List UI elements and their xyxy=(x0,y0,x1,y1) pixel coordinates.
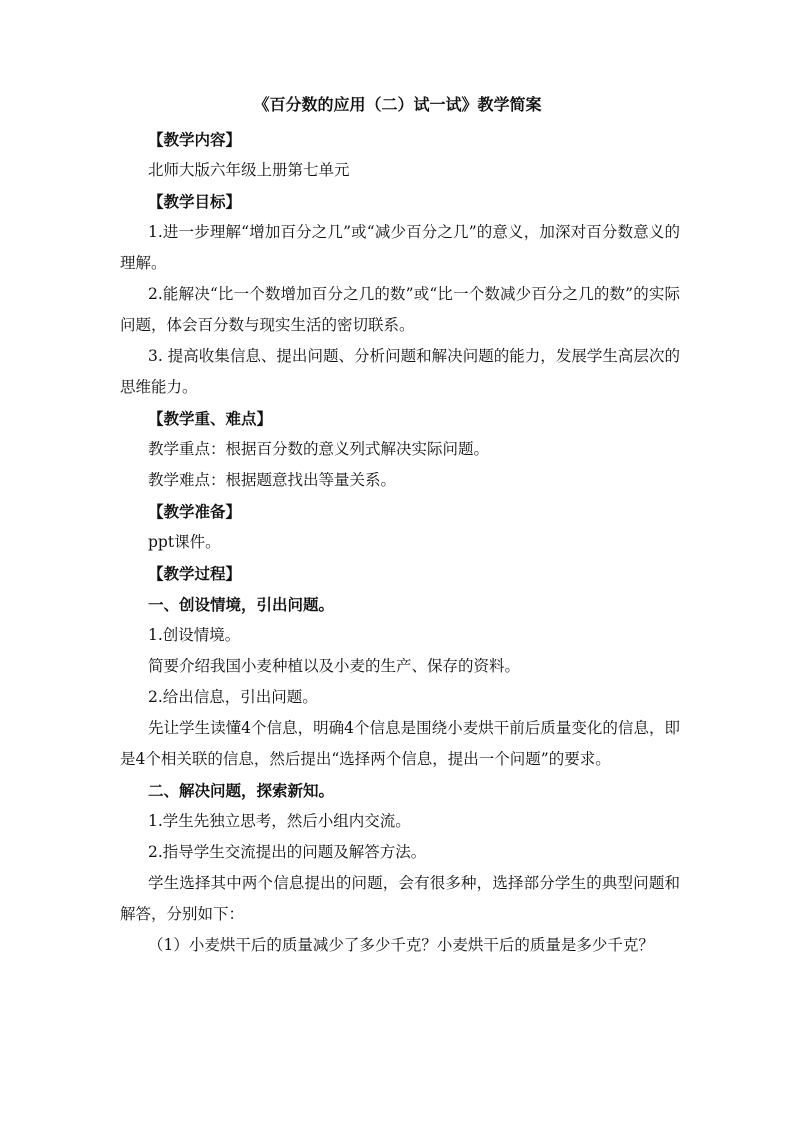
heading-teaching-content: 【教学内容】 xyxy=(148,130,242,149)
paragraph: 北师大版六年级上册第七单元 xyxy=(148,161,350,179)
heading-preparation: 【教学准备】 xyxy=(148,502,242,521)
document-body xyxy=(120,124,680,961)
paragraph: 先让学生读懂4个信息，明确4个信息是围绕小麦烘干前后质量变化的信息，即是4个相关联的信息，然后提出“选择两个信息，提出一个问题”的要求。 xyxy=(120,719,680,768)
document-title: 《百分数的应用（二）试一试》教学简案 xyxy=(253,95,542,114)
paragraph: 1.创设情境。 xyxy=(148,626,241,644)
section-heading: 二、解决问题，探索新知。 xyxy=(148,781,335,800)
paragraph: 学生选择其中两个信息提出的问题，会有很多种，选择部分学生的典型问题和解答，分别如下： xyxy=(120,874,680,923)
paragraph: 2.给出信息，引出问题。 xyxy=(148,688,318,706)
section-heading: 一、创设情境，引出问题。 xyxy=(148,595,335,614)
heading-teaching-goals: 【教学目标】 xyxy=(148,192,242,211)
heading-key-points: 【教学重、难点】 xyxy=(148,409,273,428)
paragraph: ppt课件。 xyxy=(148,533,221,551)
paragraph: 2.指导学生交流提出的问题及解答方法。 xyxy=(148,843,427,861)
paragraph: 简要介绍我国小麦种植以及小麦的生产、保存的资料。 xyxy=(148,657,521,675)
paragraph: 1.学生先独立思考，然后小组内交流。 xyxy=(148,812,411,830)
paragraph: 教学难点：根据题意找出等量关系。 xyxy=(148,471,397,489)
paragraph: 教学重点：根据百分数的意义列式解决实际问题。 xyxy=(148,440,490,458)
heading-teaching-process: 【教学过程】 xyxy=(148,564,242,583)
paragraph: 3. 提高收集信息、提出问题、分析问题和解决问题的能力，发展学生高层次的思维能力。 xyxy=(120,347,680,396)
paragraph: 2.能解决“比一个数增加百分之几的数”或“比一个数减少百分之几的数”的实际问题，体会百分数与现实生活的密切联系。 xyxy=(120,285,680,334)
paragraph: （1）小麦烘干后的质量减少了多少千克？小麦烘干后的质量是多少千克？ xyxy=(148,936,654,954)
paragraph: 1.进一步理解“增加百分之几”或“减少百分之几”的意义，加深对百分数意义的理解。 xyxy=(120,223,680,272)
